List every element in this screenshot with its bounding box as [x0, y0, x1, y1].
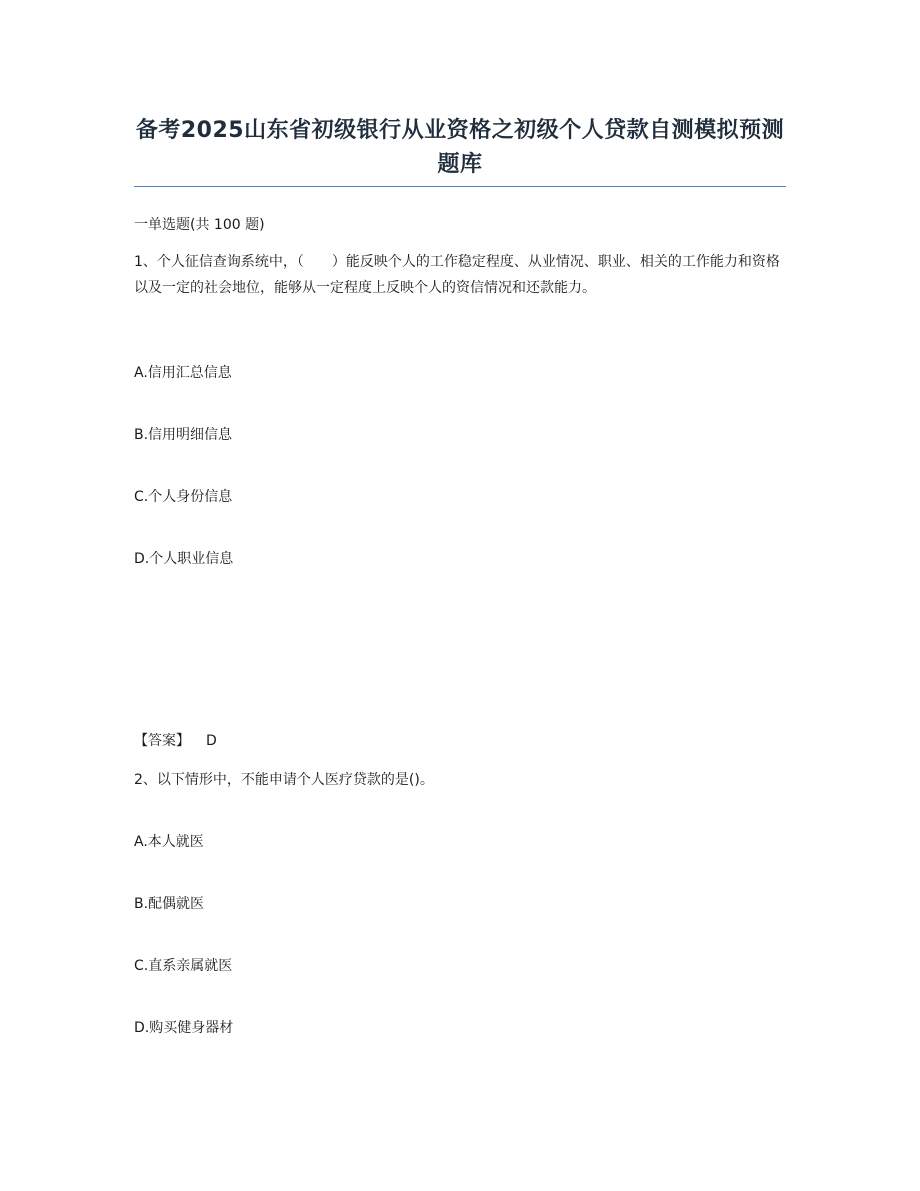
- answer-label: 【答案】: [134, 733, 190, 749]
- question-2-option-c: C.直系亲属就医: [134, 958, 233, 974]
- question-2-text: 2、以下情形中，不能申请个人医疗贷款的是()。: [134, 772, 434, 788]
- question-2-option-a: A.本人就医: [134, 834, 204, 850]
- answer-value: D: [206, 733, 217, 749]
- question-1-option-b: B.信用明细信息: [134, 427, 233, 443]
- question-1-option-a: A.信用汇总信息: [134, 365, 232, 381]
- question-2-option-b: B.配偶就医: [134, 896, 205, 912]
- question-1-option-c: C.个人身份信息: [134, 489, 233, 505]
- question-2-option-d: D.购买健身器材: [134, 1020, 234, 1036]
- question-1-text: 1、个人征信查询系统中，（ ）能反映个人的工作稳定程度、从业情况、职业、相关的工作能力和资格以及一定的社会地位，能够从一定程度上反映个人的资信情况和还款能力。: [134, 254, 780, 296]
- section-label: 一单选题(共 100 题): [134, 217, 265, 233]
- question-1-option-d: D.个人职业信息: [134, 551, 234, 567]
- document-title: 备考2025山东省初级银行从业资格之初级个人贷款自测模拟预测题库: [135, 118, 785, 177]
- title-divider: [134, 186, 786, 187]
- question-1-answer: [134, 728, 784, 754]
